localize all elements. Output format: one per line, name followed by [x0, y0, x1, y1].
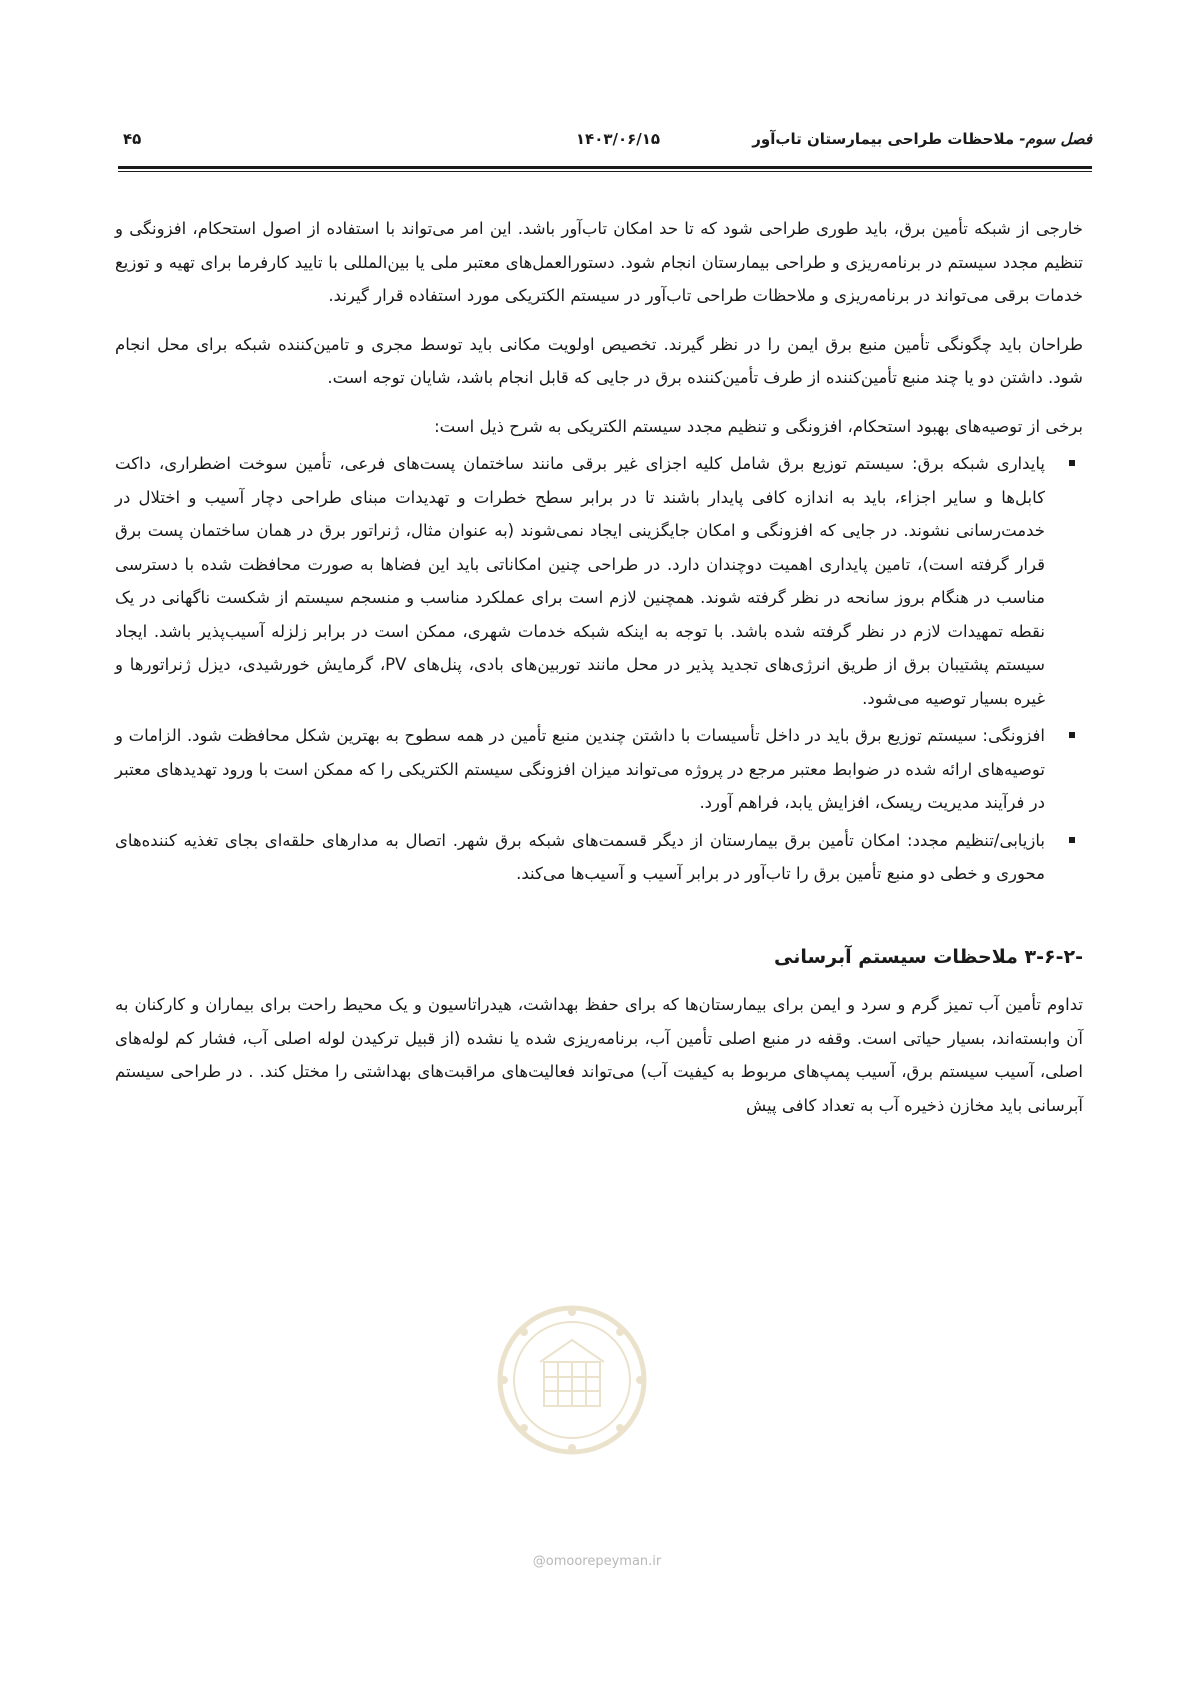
paragraph-electrical-network: خارجی از شبکه تأمین برق، باید طوری طراحی شود که تا حد امکان تاب‌آور باشد. این امر می‌تواند با استفاده از اصول استحکام، افزونگی و تنظیم مجدد سیستم در برنامه‌ریزی و طراحی بیمارستان انجام شود. دستورالعمل‌های معتبر ملی یا بین‌المللی با تایید کارفرما برای تهیه و توزیع خدمات برقی می‌تواند در برنامه‌ریزی و ملاحظات طراحی تاب‌آور در سیستم الکتریکی مورد استفاده قرار گیرند. [115, 219, 1083, 305]
list-item-text: پایداری شبکه برق: سیستم توزیع برق شامل کلیه اجزای غیر برقی مانند ساختمان پست‌های فرعی، تأمین سوخت اضطراری، داکت کابل‌ها و سایر اجزاء، باید به اندازه کافی پایدار باشند تا در برابر سطح خطرات و تهدیدات مبنای طراحی دچار آسیب و اختلال در خدمت‌رسانی نشوند. در جایی که افزونگی و امکان جایگزینی ایجاد نمی‌شوند (به عنوان مثال، ژنراتور برق در همان ساختمان پست برق قرار گرفته است)، تامین پایداری اهمیت دوچندان دارد. در طراحی چنین امکاناتی باید این فضاها به صورت محافظت شده با دسترسی مناسب در هنگام بروز سانحه در نظر گرفته شوند. همچنین لازم است برای عملکرد مناسب و منسجم سیستم از شکست ناگهانی در یک نقطه تمهیدات لازم در نظر گرفته شده باشد. با توجه به اینکه شبکه خدمات شهری، ممکن است در برابر زلزله آسیب‌پذیر باشد. ایجاد سیستم پشتیبان برق از طریق انرژی‌های تجدید پذیر در محل مانند توربین‌های بادی، پنل‌های PV، گرمایش خورشیدی، دیزل ژنراتورها و غیره بسیار توصیه می‌شود. [115, 454, 1045, 708]
list-item [115, 824, 1083, 891]
square-bullet-icon [1069, 837, 1075, 843]
page-header [118, 130, 1092, 166]
square-bullet-icon [1069, 732, 1075, 738]
watermark-seal-icon [492, 1300, 652, 1460]
list-item [115, 447, 1083, 715]
list-item-text: افزونگی: سیستم توزیع برق باید در داخل تأسیسات با داشتن چندین منبع تأمین در همه سطوح به بهترین شکل محافظت شود. الزامات و توصیه‌های ارائه شده در ضوابط معتبر مرجع در پروژه می‌تواند میزان افزونگی سیستم الکتریکی را که ممکن است با ورود تهدیدهای معتبر در فرآیند مدیریت ریسک، افزایش یابد، فراهم آورد. [115, 726, 1045, 812]
section-number: ۳-۶-۲- [1024, 945, 1083, 968]
watermark-url: @omoorepeyman.ir [532, 1554, 662, 1569]
page-number: ۴۵ [123, 130, 142, 148]
header-date: ۱۴۰۳/۰۶/۱۵ [575, 130, 661, 148]
running-title [752, 130, 1092, 148]
section-heading [115, 941, 1083, 975]
chapter-title: ملاحظات طراحی بیمارستان تاب‌آور [752, 130, 1015, 148]
list-item [115, 719, 1083, 820]
page-body [115, 212, 1083, 1137]
square-bullet-icon [1069, 460, 1075, 466]
header-rule-thin [118, 171, 1092, 172]
list-item-text: بازیابی/تنظیم مجدد: امکان تأمین برق بیمارستان از دیگر قسمت‌های شبکه برق شهر. اتصال به مدارهای حلقه‌ای بجای تغذیه کننده‌های محوری و خطی دو منبع تأمین برق را تاب‌آور در برابر آسیب و آسیب‌ها می‌کند. [115, 830, 1045, 883]
list-intro: برخی از توصیه‌های بهبود استحکام، افزونگی و تنظیم مجدد سیستم الکتریکی به شرح ذیل است: [434, 416, 1083, 436]
section-title: ملاحظات سیستم آبرسانی [774, 945, 1018, 968]
chapter-label: فصل سوم- [1019, 130, 1092, 148]
paragraph-secure-supply: طراحان باید چگونگی تأمین منبع برق ایمن را در نظر گیرند. تخصیص اولویت مکانی باید توسط مجری و تامین‌کننده شبکه برای محل انجام شود. داشتن دو یا چند منبع تأمین‌کننده از طرف تأمین‌کننده برق در جایی که قابل انجام باشد، شایان توجه است. [115, 334, 1083, 387]
header-rule-thick [118, 166, 1092, 169]
paragraph-water-supply: تداوم تأمین آب تمیز گرم و سرد و ایمن برای بیمارستان‌ها که برای حفظ بهداشت، هیدراتاسیون و یک محیط راحت برای بیماران و کارکنان به آن وابسته‌اند، بسیار حیاتی است. وقفه در منبع اصلی تأمین آب، برنامه‌ریزی شده یا نشده (از قبیل ترکیدن لوله اصلی آب، فشار کم لوله‌های اصلی، آسیب سیستم برق، آسیب پمپ‌های مربوط به کیفیت آب) می‌تواند فعالیت‌های مراقبت‌های بهداشتی را مختل کند. . در طراحی سیستم آبرسانی باید مخازن ذخیره آب به تعداد کافی پیش [115, 995, 1083, 1115]
recommendations-list [115, 447, 1083, 891]
